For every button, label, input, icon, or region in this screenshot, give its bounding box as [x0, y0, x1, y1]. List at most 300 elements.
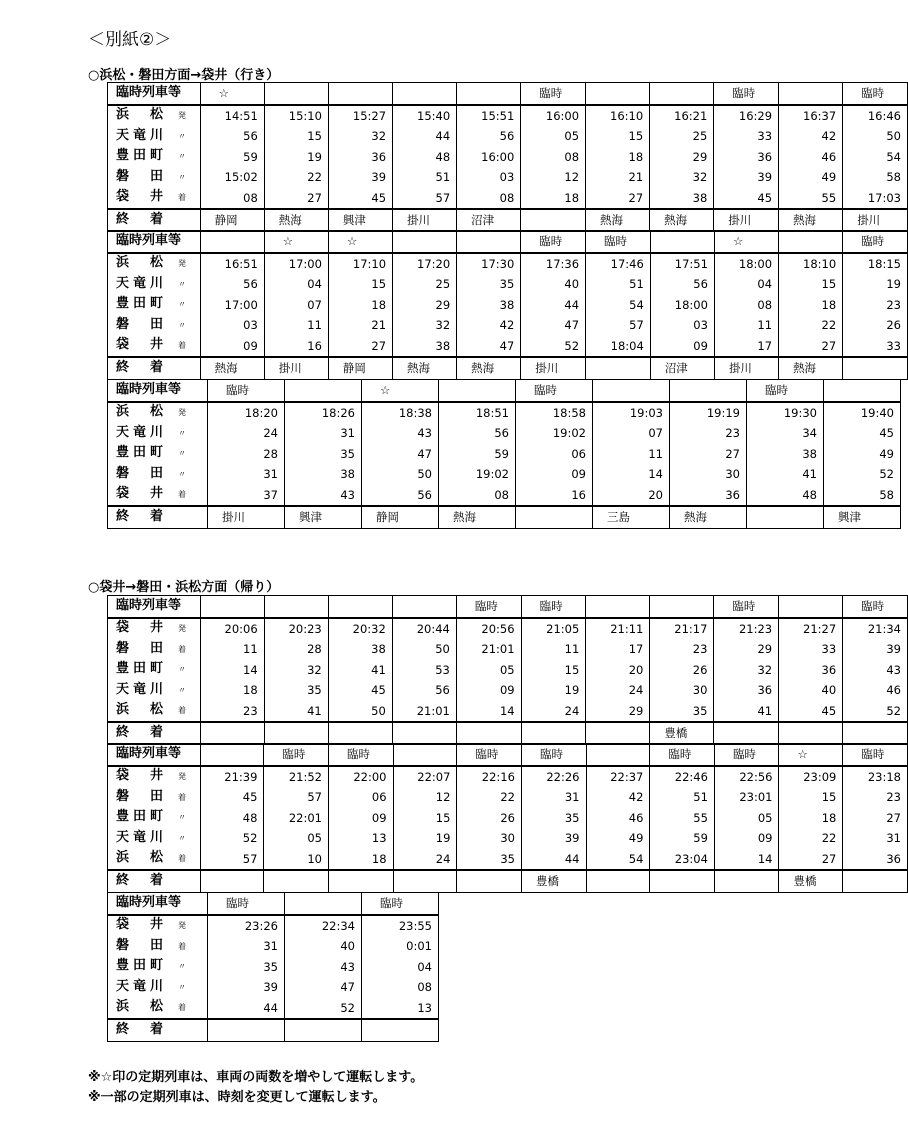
outbound-timetable-2 [107, 230, 908, 380]
time-cell: 31 [208, 936, 285, 957]
time-cell: 32 [264, 660, 328, 681]
time-cell: 21 [328, 315, 392, 336]
final-destination: 掛川 [208, 506, 285, 528]
time-cell: 18:38 [362, 402, 439, 424]
time-cell: 52 [824, 464, 901, 485]
time-cell: 22:16 [457, 766, 522, 788]
time-cell: 17:10 [328, 253, 392, 275]
final-destination: 静岡 [200, 209, 264, 231]
time-cell: 25 [650, 126, 714, 147]
station-suffix: 着 [178, 706, 186, 716]
time-cell: 15 [393, 808, 457, 829]
final-destination: 静岡 [362, 506, 439, 528]
station-label [108, 828, 201, 849]
station-suffix: 〃 [178, 320, 186, 330]
time-cell: 57 [264, 787, 329, 808]
header-row [108, 596, 908, 618]
station-suffix: 着 [178, 854, 186, 864]
time-cell: 34 [747, 423, 824, 444]
time-cell: 24 [521, 701, 586, 723]
station-name: 浜 松 [116, 702, 168, 718]
station-label [108, 766, 201, 788]
station-label [108, 701, 201, 723]
time-cell: 59 [200, 147, 264, 168]
train-mark [439, 380, 516, 402]
final-destination: 掛川 [521, 357, 586, 379]
station-name: 天竜川 [116, 127, 168, 143]
station-name: 豊田町 [116, 661, 168, 677]
station-row [108, 105, 908, 127]
time-cell: 23 [650, 639, 714, 660]
time-cell: 16:00 [521, 105, 586, 127]
time-cell: 39 [328, 167, 392, 188]
header-label: 臨時列車等 [108, 744, 201, 766]
station-suffix: 発 [178, 259, 186, 269]
final-destination [264, 870, 329, 892]
time-cell: 18:10 [779, 253, 843, 275]
time-cell: 19 [843, 274, 908, 295]
time-cell: 18:20 [208, 402, 285, 424]
time-cell: 15:51 [457, 105, 521, 127]
station-name: 袋 井 [116, 337, 168, 353]
time-cell: 22:07 [393, 766, 457, 788]
time-cell: 30 [457, 828, 522, 849]
time-cell: 06 [516, 444, 593, 465]
station-suffix: 〃 [178, 449, 186, 459]
station-suffix: 発 [178, 408, 186, 418]
final-destination [200, 722, 264, 744]
time-cell: 22:26 [521, 766, 586, 788]
outbound-timetable-3 [107, 379, 901, 529]
time-cell: 46 [586, 808, 650, 829]
train-mark [393, 231, 457, 253]
train-mark [200, 744, 264, 766]
final-label [108, 722, 201, 744]
return-timetable-3 [107, 892, 439, 1042]
time-cell: 16:29 [714, 105, 779, 127]
time-cell: 57 [200, 849, 264, 871]
station-row [108, 787, 908, 808]
time-cell: 21:11 [586, 618, 650, 640]
station-row [108, 957, 439, 978]
time-cell: 52 [521, 336, 586, 358]
time-cell: 27 [586, 188, 650, 210]
station-name: 磐 田 [116, 316, 168, 332]
station-name: 袋 井 [116, 917, 168, 933]
train-mark [200, 231, 264, 253]
train-mark [593, 380, 670, 402]
time-cell: 56 [650, 274, 714, 295]
time-cell: 17:36 [521, 253, 586, 275]
station-suffix: 発 [178, 772, 186, 782]
station-label [108, 660, 201, 681]
time-cell: 44 [521, 295, 586, 316]
time-cell: 11 [521, 639, 586, 660]
time-cell: 56 [362, 485, 439, 507]
station-row [108, 828, 908, 849]
time-cell: 26 [843, 315, 908, 336]
time-cell: 12 [521, 167, 586, 188]
time-cell: 09 [516, 464, 593, 485]
time-cell: 23 [843, 295, 908, 316]
final-label [108, 209, 201, 231]
time-cell: 20:23 [264, 618, 328, 640]
station-row [108, 423, 901, 444]
time-cell: 32 [714, 660, 779, 681]
final-destination: 熱海 [393, 357, 457, 379]
station-row [108, 998, 439, 1020]
final-destination: 熱海 [264, 209, 328, 231]
time-cell: 56 [200, 126, 264, 147]
station-row [108, 701, 908, 723]
station-name: 袋 井 [116, 189, 168, 205]
train-mark: ☆ [328, 231, 392, 253]
time-cell: 19:19 [670, 402, 747, 424]
time-cell: 59 [650, 828, 715, 849]
final-destination: 熱海 [586, 209, 650, 231]
final-destination: 熱海 [650, 209, 714, 231]
time-cell: 09 [328, 808, 393, 829]
time-cell: 36 [328, 147, 392, 168]
time-cell: 46 [843, 680, 908, 701]
station-name: 浜 松 [116, 850, 168, 866]
station-label [108, 977, 208, 998]
time-cell: 18 [779, 295, 843, 316]
time-cell: 35 [521, 808, 586, 829]
final-destination [843, 870, 908, 892]
final-destination [392, 722, 456, 744]
station-label [108, 423, 208, 444]
final-destination [714, 870, 779, 892]
final-destination: 掛川 [714, 209, 779, 231]
train-mark [650, 231, 714, 253]
time-cell: 03 [650, 315, 714, 336]
final-destination [456, 722, 521, 744]
time-cell: 50 [392, 639, 456, 660]
time-cell: 48 [200, 808, 264, 829]
time-cell: 23 [200, 701, 264, 723]
time-cell: 27 [264, 188, 328, 210]
time-cell: 16:51 [200, 253, 264, 275]
time-cell: 38 [650, 188, 714, 210]
train-mark: ☆ [779, 744, 843, 766]
time-cell: 21:23 [714, 618, 779, 640]
time-cell: 31 [208, 464, 285, 485]
station-suffix: 〃 [178, 469, 186, 479]
final-destination [521, 209, 586, 231]
time-cell: 53 [392, 660, 456, 681]
time-cell: 06 [328, 787, 393, 808]
final-label [108, 357, 201, 379]
station-suffix: 〃 [178, 172, 186, 182]
train-mark [586, 596, 650, 618]
time-cell: 32 [328, 126, 392, 147]
station-suffix: 着 [178, 1003, 186, 1013]
train-mark [392, 596, 456, 618]
time-cell: 21 [586, 167, 650, 188]
time-cell: 16:46 [843, 105, 908, 127]
station-name: 磐 田 [116, 788, 168, 804]
station-row [108, 849, 908, 871]
time-cell: 41 [264, 701, 328, 723]
time-cell: 17 [714, 336, 778, 358]
final-destination: 興津 [328, 209, 392, 231]
final-destination [393, 870, 457, 892]
time-cell: 54 [586, 849, 650, 871]
station-row [108, 639, 908, 660]
time-cell: 14 [200, 660, 264, 681]
time-cell: 29 [586, 701, 650, 723]
time-cell: 19:02 [516, 423, 593, 444]
station-suffix: 発 [178, 921, 186, 931]
time-cell: 21:52 [264, 766, 329, 788]
time-cell: 18:51 [439, 402, 516, 424]
time-cell: 19:40 [824, 402, 901, 424]
final-label [108, 1019, 208, 1041]
final-destination [362, 1019, 439, 1041]
time-cell: 23:26 [208, 915, 285, 937]
return-timetable-1 [107, 595, 908, 745]
final-destination [457, 870, 522, 892]
train-mark: 臨時 [457, 744, 522, 766]
time-cell: 42 [586, 787, 650, 808]
station-label [108, 849, 201, 871]
time-cell: 39 [521, 828, 586, 849]
time-cell: 22:56 [714, 766, 779, 788]
time-cell: 18:00 [650, 295, 714, 316]
time-cell: 56 [439, 423, 516, 444]
final-destination [843, 722, 908, 744]
header-label: 臨時列車等 [108, 231, 201, 253]
final-destination: 掛川 [714, 357, 778, 379]
final-destination [779, 722, 843, 744]
time-cell: 09 [456, 680, 521, 701]
time-cell: 56 [200, 274, 264, 295]
train-mark [393, 83, 457, 105]
station-suffix: 着 [178, 490, 186, 500]
final-destination: 沼津 [650, 357, 714, 379]
time-cell: 14 [714, 849, 779, 871]
station-label [108, 680, 201, 701]
station-suffix: 〃 [178, 813, 186, 823]
time-cell: 16:10 [586, 105, 650, 127]
time-cell: 40 [285, 936, 362, 957]
train-mark: 臨時 [586, 231, 651, 253]
train-mark: 臨時 [521, 83, 586, 105]
time-cell: 15:27 [328, 105, 392, 127]
time-cell: 41 [714, 701, 779, 723]
final-destination: 興津 [285, 506, 362, 528]
final-row [108, 722, 908, 744]
train-mark: 臨時 [843, 231, 908, 253]
time-cell: 19:02 [439, 464, 516, 485]
station-name: 磐 田 [116, 937, 168, 953]
time-cell: 45 [328, 188, 392, 210]
time-cell: 38 [393, 336, 457, 358]
station-suffix: 〃 [178, 982, 186, 992]
final-label [108, 506, 208, 528]
final-destination: 掛川 [393, 209, 457, 231]
time-cell: 15 [328, 274, 392, 295]
time-cell: 17:20 [393, 253, 457, 275]
station-suffix: 着 [178, 341, 186, 351]
time-cell: 43 [362, 423, 439, 444]
time-cell: 42 [779, 126, 843, 147]
time-cell: 21:01 [392, 701, 456, 723]
time-cell: 24 [208, 423, 285, 444]
station-label [108, 295, 201, 316]
time-cell: 54 [586, 295, 651, 316]
station-row [108, 977, 439, 998]
time-cell: 36 [779, 660, 843, 681]
time-cell: 35 [285, 444, 362, 465]
final-label-text: 終 着 [116, 873, 168, 889]
time-cell: 40 [521, 274, 586, 295]
station-name: 浜 松 [116, 255, 168, 271]
station-suffix: 〃 [178, 665, 186, 675]
time-cell: 08 [714, 295, 778, 316]
final-destination: 三島 [593, 506, 670, 528]
time-cell: 23:18 [843, 766, 908, 788]
station-label [108, 639, 201, 660]
time-cell: 14 [593, 464, 670, 485]
train-mark [393, 744, 457, 766]
station-suffix: 〃 [178, 685, 186, 695]
time-cell: 18 [328, 295, 392, 316]
time-cell: 51 [393, 167, 457, 188]
station-label [108, 485, 208, 507]
time-cell: 29 [714, 639, 779, 660]
final-destination [208, 1019, 285, 1041]
station-label [108, 402, 208, 424]
train-mark: 臨時 [516, 380, 593, 402]
station-name: 磐 田 [116, 640, 168, 656]
time-cell: 59 [439, 444, 516, 465]
notes [88, 1068, 423, 1108]
time-cell: 23:09 [779, 766, 843, 788]
train-mark [457, 231, 521, 253]
time-cell: 25 [393, 274, 457, 295]
time-cell: 45 [714, 188, 779, 210]
time-cell: 08 [439, 485, 516, 507]
train-mark: 臨時 [714, 744, 779, 766]
time-cell: 20 [586, 660, 650, 681]
time-cell: 17:46 [586, 253, 651, 275]
time-cell: 20:32 [328, 618, 392, 640]
final-destination [586, 722, 650, 744]
time-cell: 08 [362, 977, 439, 998]
train-mark: 臨時 [328, 744, 393, 766]
station-row [108, 915, 439, 937]
final-destination: 静岡 [328, 357, 392, 379]
time-cell: 31 [285, 423, 362, 444]
train-mark: 臨時 [650, 744, 715, 766]
station-label [108, 126, 201, 147]
time-cell: 36 [714, 147, 779, 168]
time-cell: 19 [264, 147, 328, 168]
document-title: ＜別紙②＞ [88, 30, 172, 50]
time-cell: 22 [779, 315, 843, 336]
time-cell: 04 [714, 274, 778, 295]
time-cell: 41 [747, 464, 824, 485]
station-name: 豊田町 [116, 296, 168, 312]
time-cell: 19:03 [593, 402, 670, 424]
final-label-text: 終 着 [116, 360, 168, 376]
time-cell: 36 [670, 485, 747, 507]
station-label [108, 188, 201, 210]
train-mark [285, 893, 362, 915]
station-row [108, 315, 908, 336]
time-cell: 57 [393, 188, 457, 210]
station-name: 豊田町 [116, 148, 168, 164]
station-label [108, 147, 201, 168]
time-cell: 45 [779, 701, 843, 723]
final-destination: 熱海 [670, 506, 747, 528]
time-cell: 51 [650, 787, 715, 808]
header-label: 臨時列車等 [108, 893, 208, 915]
time-cell: 27 [670, 444, 747, 465]
station-suffix: 着 [178, 644, 186, 654]
time-cell: 22:34 [285, 915, 362, 937]
train-mark: 臨時 [843, 83, 908, 105]
final-destination: 豊橋 [779, 870, 843, 892]
station-name: 袋 井 [116, 768, 168, 784]
station-name: 天竜川 [116, 829, 168, 845]
station-row [108, 126, 908, 147]
time-cell: 33 [843, 336, 908, 358]
header-label: 臨時列車等 [108, 596, 201, 618]
time-cell: 17:00 [200, 295, 264, 316]
station-name: 豊田町 [116, 445, 168, 461]
time-cell: 55 [650, 808, 715, 829]
time-cell: 09 [650, 336, 714, 358]
station-suffix: 〃 [178, 300, 186, 310]
station-name: 磐 田 [116, 465, 168, 481]
time-cell: 05 [456, 660, 521, 681]
train-mark: 臨時 [843, 744, 908, 766]
station-label [108, 253, 201, 275]
final-label-text: 終 着 [116, 725, 168, 741]
final-destination [586, 870, 650, 892]
train-mark: 臨時 [208, 380, 285, 402]
time-cell: 43 [285, 485, 362, 507]
final-destination: 興津 [824, 506, 901, 528]
time-cell: 33 [714, 126, 779, 147]
time-cell: 23:55 [362, 915, 439, 937]
time-cell: 27 [779, 336, 843, 358]
station-suffix: 〃 [178, 833, 186, 843]
time-cell: 56 [457, 126, 521, 147]
time-cell: 04 [362, 957, 439, 978]
time-cell: 30 [670, 464, 747, 485]
return-section-title: ○袋井→磐田・浜松方面（帰り） [88, 580, 280, 595]
time-cell: 22 [779, 828, 843, 849]
final-destination [285, 1019, 362, 1041]
header-label: 臨時列車等 [108, 83, 201, 105]
time-cell: 16:21 [650, 105, 714, 127]
station-row [108, 167, 908, 188]
final-label-text: 終 着 [116, 1022, 168, 1038]
time-cell: 0:01 [362, 936, 439, 957]
time-cell: 33 [779, 639, 843, 660]
train-mark: 臨時 [264, 744, 329, 766]
final-destination: 熱海 [200, 357, 264, 379]
time-cell: 22 [457, 787, 522, 808]
time-cell: 31 [521, 787, 586, 808]
time-cell: 38 [457, 295, 521, 316]
time-cell: 29 [650, 147, 714, 168]
header-row [108, 744, 908, 766]
